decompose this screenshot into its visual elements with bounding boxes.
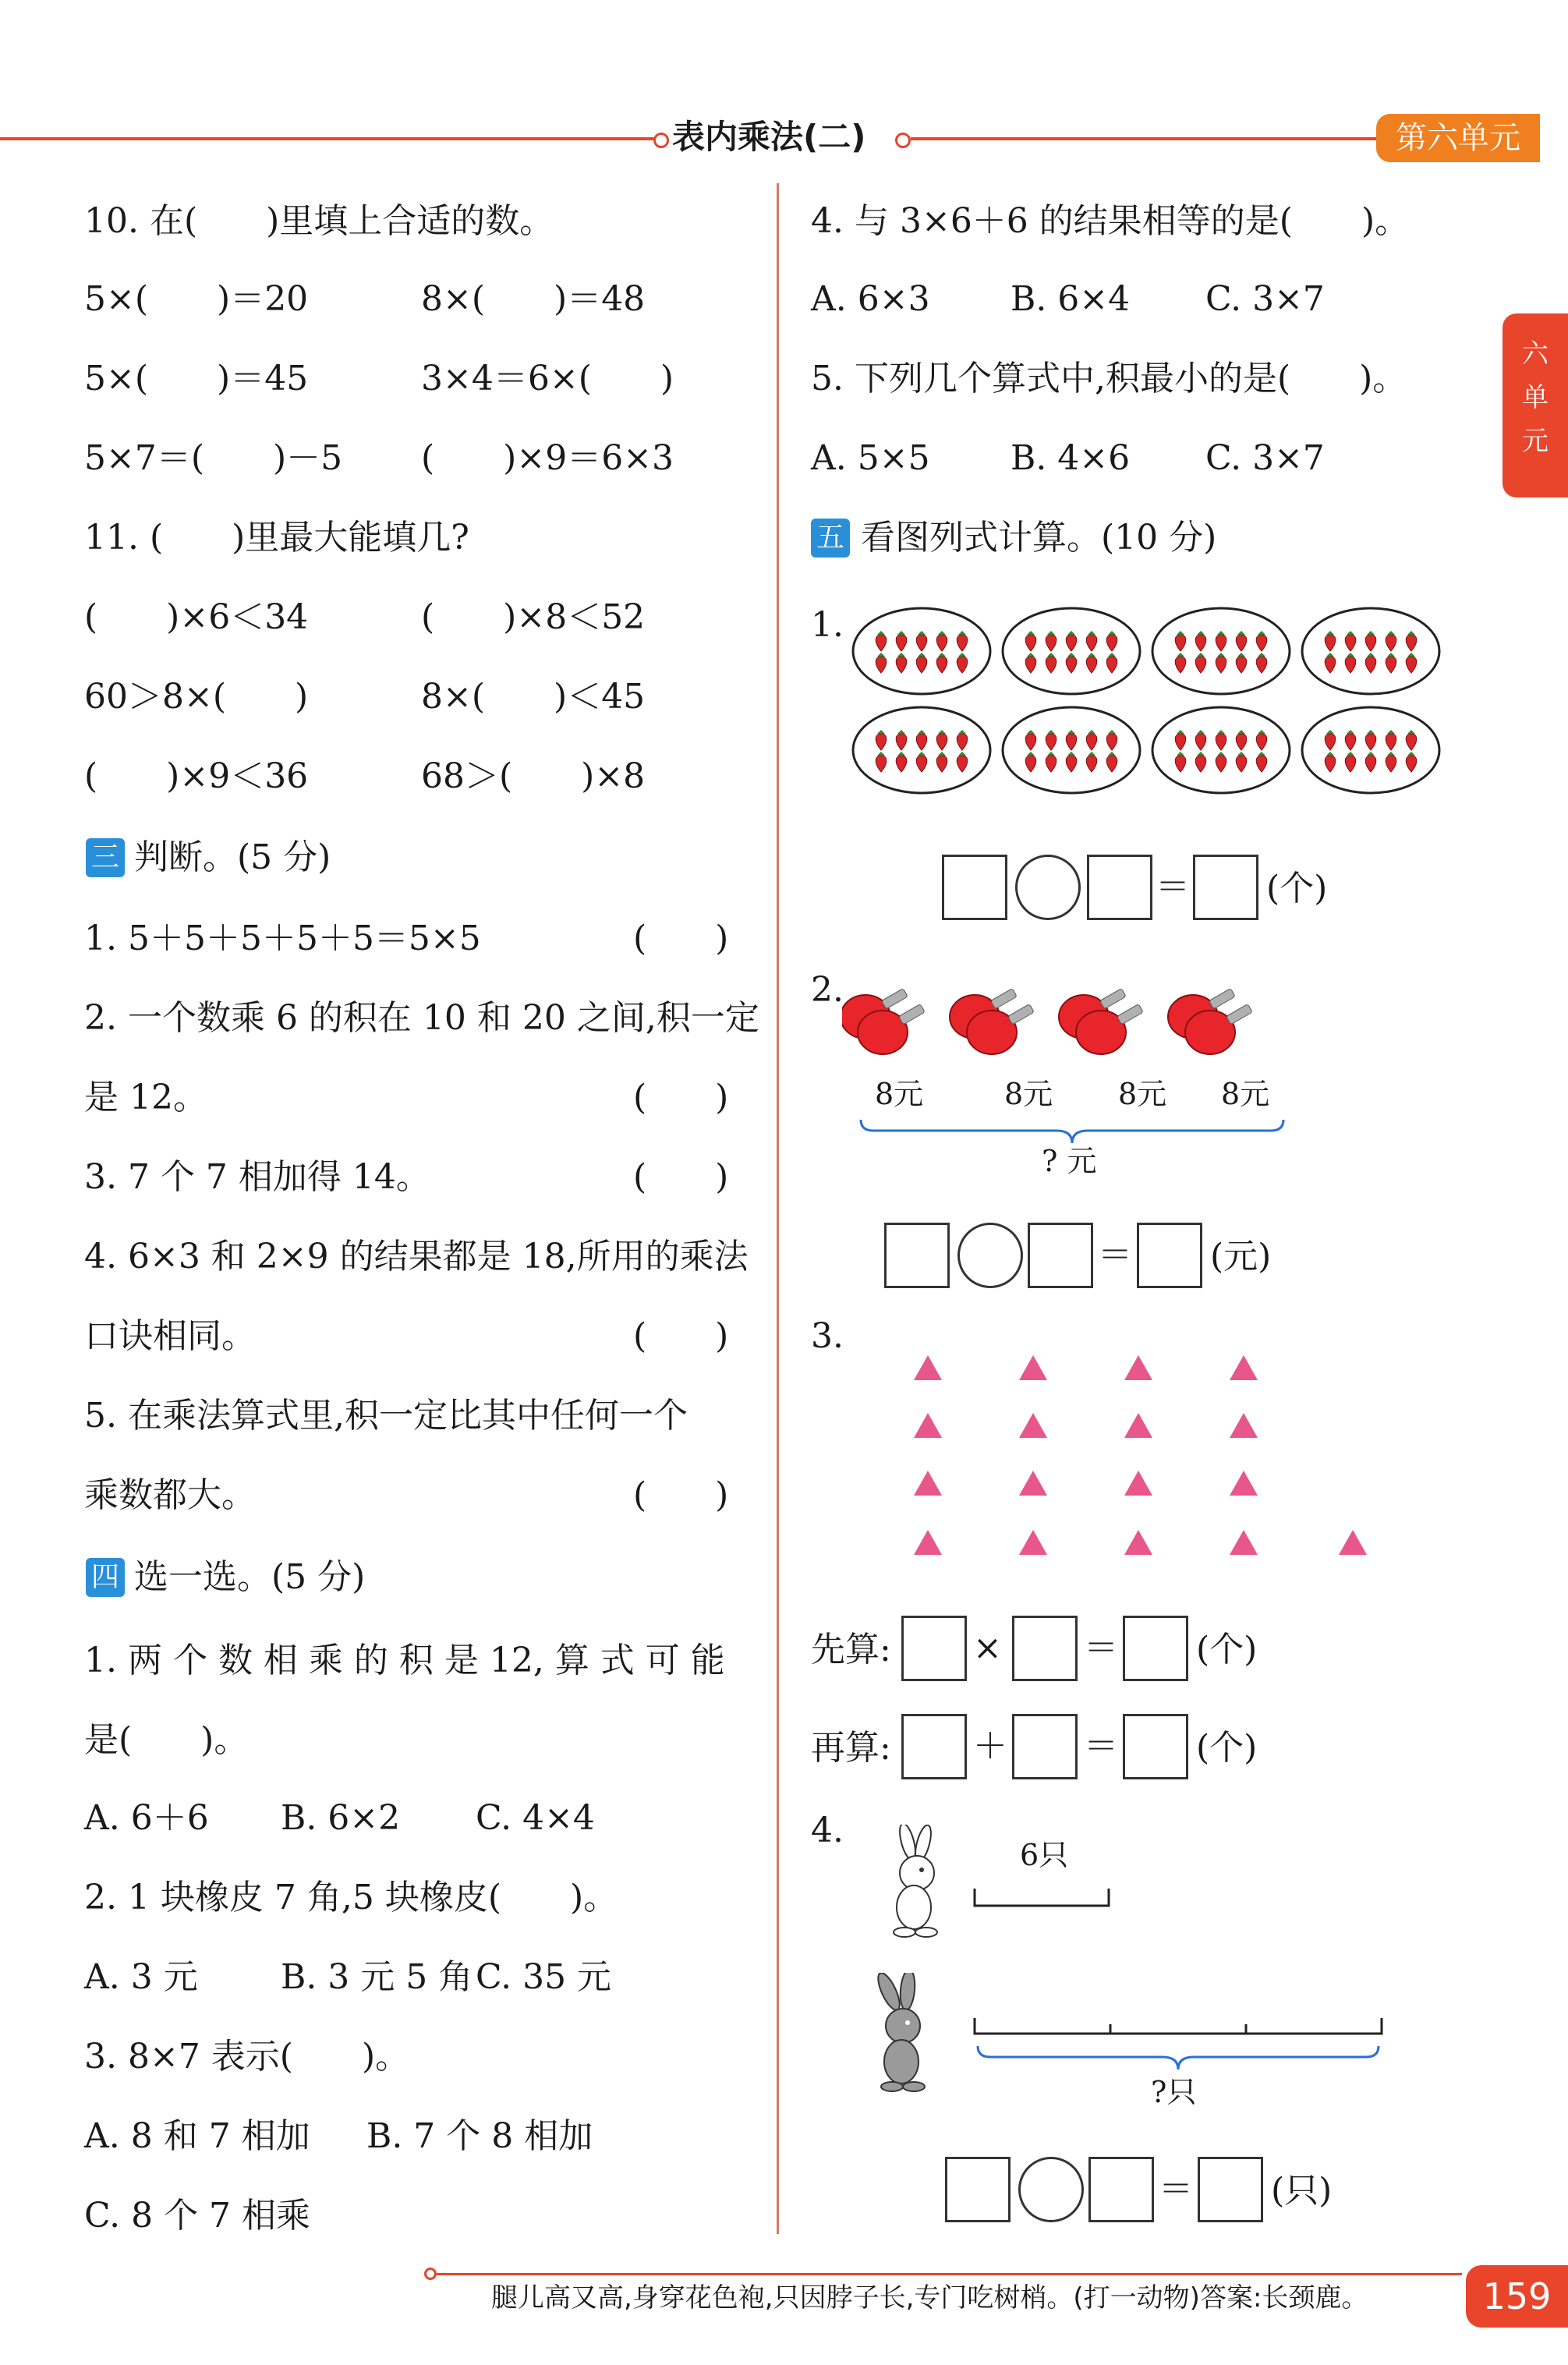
answer-box[interactable] [1198, 2157, 1263, 2222]
equals-sign: ＝ [1098, 1235, 1132, 1275]
price-label: 8元 [875, 1077, 924, 1111]
strawberry-plate [853, 707, 990, 793]
price-label: 8元 [1221, 1077, 1270, 1111]
known-length-label: 6只 [1020, 1838, 1069, 1872]
strawberry-plate [1152, 608, 1290, 694]
judge-line: 是 12。 [84, 1078, 207, 1117]
column-divider [777, 183, 779, 2234]
equals-sign: ＝ [1159, 2169, 1193, 2209]
strawberry-plate [1003, 608, 1140, 694]
choice-q4-title: 4. 与 3×6＋6 的结果相等的是( )。 [811, 201, 1410, 241]
choice-option[interactable]: B. 7 个 8 相加 [366, 2116, 593, 2156]
white-rabbit-icon [873, 1825, 959, 1942]
q10-item: 5×( )＝20 [84, 279, 309, 319]
ping-pong-paddles-figure [842, 984, 1294, 1078]
judge-line: 2. 一个数乘 6 的积在 10 和 20 之间,积一定 [84, 998, 759, 1038]
choice-option[interactable]: B. 3 元 5 角 [281, 1957, 473, 1997]
problem-number: 4. [811, 1811, 844, 1850]
choice-q2-title: 2. 1 块橡皮 7 角,5 块橡皮( )。 [84, 1878, 618, 1917]
answer-box[interactable] [1123, 1616, 1188, 1681]
judge-line: 4. 6×3 和 2×9 的结果都是 18,所用的乘法 [84, 1237, 749, 1276]
side-tab-char: 单 [1522, 382, 1549, 413]
choice-option[interactable]: B. 6×2 [281, 1798, 401, 1838]
answer-box[interactable] [901, 1714, 967, 1779]
footer-dot [424, 2268, 437, 2280]
strawberry-plate [1302, 707, 1439, 793]
choice-option[interactable]: A. 8 和 7 相加 [84, 2116, 310, 2156]
unit-label: (个) [1196, 1630, 1258, 1669]
choice-option[interactable]: A. 6×3 [811, 279, 930, 319]
answer-box[interactable] [1193, 855, 1258, 920]
short-segment [972, 1885, 1112, 1909]
side-tab [1503, 313, 1568, 497]
choice-q1-line2: 是( )。 [84, 1720, 249, 1760]
q10-item: 5×7＝( )－5 [84, 438, 343, 478]
answer-box[interactable] [1087, 855, 1152, 920]
answer-box[interactable] [1012, 1616, 1078, 1681]
answer-box[interactable] [901, 1616, 967, 1681]
first-step-label: 先算: [811, 1630, 891, 1669]
triangles-figure [904, 1346, 1388, 1564]
judge-paren[interactable]: ( ) [633, 1157, 729, 1197]
plus-sign: ＋ [973, 1726, 1007, 1766]
choice-option[interactable]: B. 4×6 [1011, 438, 1131, 478]
q11-item: 60＞8×( ) [84, 677, 309, 717]
unit-tab: 第六单元 [1376, 114, 1540, 162]
operator-circle[interactable] [957, 1223, 1023, 1288]
choice-option[interactable]: A. 6＋6 [84, 1798, 209, 1838]
choice-option[interactable]: C. 8 个 7 相乘 [84, 2196, 311, 2236]
strawberry-plate [1152, 707, 1290, 793]
section-badge-5: 五 [811, 519, 850, 558]
choice-option[interactable]: A. 5×5 [811, 438, 930, 478]
price-label: 8元 [1004, 1077, 1053, 1111]
section-badge-3: 三 [86, 838, 125, 877]
judge-line: 3. 7 个 7 相加得 14。 [84, 1157, 430, 1197]
choice-q5-title: 5. 下列几个算式中,积最小的是( )。 [811, 359, 1407, 398]
q10-item: 3×4＝6×( ) [421, 359, 674, 398]
answer-box[interactable] [1012, 1714, 1078, 1779]
unit-label: (个) [1266, 869, 1328, 908]
strawberry-plate [1302, 608, 1439, 694]
operator-circle[interactable] [1018, 2157, 1084, 2222]
header-line-left [0, 137, 655, 140]
q11-item: 8×( )＜45 [421, 677, 646, 717]
choice-option[interactable]: C. 3×7 [1205, 279, 1325, 319]
judge-paren[interactable]: ( ) [633, 1475, 729, 1515]
answer-box[interactable] [1137, 1223, 1202, 1288]
equals-sign: ＝ [1084, 1726, 1118, 1766]
choice-option[interactable]: A. 3 元 [84, 1957, 198, 1997]
second-step-label: 再算: [811, 1728, 891, 1768]
choice-option[interactable]: C. 35 元 [476, 1957, 612, 1997]
header-line-right [911, 137, 1379, 140]
question-label: ? 元 [1042, 1144, 1097, 1178]
answer-box[interactable] [1028, 1223, 1093, 1288]
q11-item: ( )×8＜52 [421, 597, 646, 637]
answer-box[interactable] [945, 2157, 1011, 2222]
page-title: 表内乘法(二) [672, 118, 866, 156]
q10-item: 8×( )＝48 [421, 279, 646, 319]
side-tab-char: 六 [1522, 338, 1549, 370]
side-tab-char: 元 [1522, 426, 1549, 457]
choice-option[interactable]: B. 6×4 [1011, 279, 1131, 319]
strawberry-plates-figure [846, 600, 1446, 803]
gray-rabbit-icon [858, 1973, 951, 2098]
judge-line: 口诀相同。 [84, 1316, 256, 1356]
times-sign: × [973, 1628, 1002, 1668]
choice-option[interactable]: C. 3×7 [1205, 438, 1325, 478]
judge-paren[interactable]: ( ) [633, 1316, 729, 1356]
footer-line [437, 2273, 1462, 2275]
q11-item: 68＞( )×8 [421, 756, 646, 796]
answer-box[interactable] [884, 1223, 950, 1288]
long-segment [972, 2013, 1385, 2076]
price-label: 8元 [1118, 1077, 1167, 1111]
q10-item: 5×( )＝45 [84, 359, 309, 398]
choice-option[interactable]: C. 4×4 [476, 1798, 595, 1838]
q11-item: ( )×9＜36 [84, 756, 309, 796]
header-dot-left [653, 133, 669, 148]
unit-label: (只) [1271, 2171, 1333, 2211]
q11-item: ( )×6＜34 [84, 597, 309, 637]
section-title-4: 选一选。(5 分) [134, 1557, 366, 1597]
equals-sign: ＝ [1156, 867, 1190, 907]
strawberry-plate [853, 608, 990, 694]
q10-title: 10. 在( )里填上合适的数。 [84, 201, 554, 241]
section-title-3: 判断。(5 分) [134, 837, 331, 877]
problem-number: 3. [811, 1316, 844, 1356]
problem-number: 2. [811, 970, 844, 1010]
choice-q1-line1: 1. 两 个 数 相 乘 的 积 是 12, 算 式 可 能 [84, 1641, 725, 1680]
q11-title: 11. ( )里最大能填几? [84, 518, 469, 558]
page-number: 159 [1466, 2265, 1568, 2328]
unit-label: (元) [1210, 1237, 1272, 1276]
judge-line: 乘数都大。 [84, 1475, 256, 1515]
answer-box[interactable] [942, 855, 1007, 920]
operator-circle[interactable] [1015, 855, 1081, 920]
brace-bottom [858, 1117, 1287, 1148]
strawberry-plate [1003, 707, 1140, 793]
footer-riddle: 腿儿高又高,身穿花色袍,只因脖子长,专门吃树梢。(打一动物)答案:长颈鹿。 [491, 2282, 1368, 2314]
judge-line: 1. 5＋5＋5＋5＋5＝5×5 [84, 919, 481, 958]
equals-sign: ＝ [1084, 1628, 1118, 1668]
answer-box[interactable] [1088, 2157, 1154, 2222]
section-badge-4: 四 [86, 1558, 125, 1597]
section-title-5: 看图列式计算。(10 分) [861, 518, 1217, 558]
problem-number: 1. [811, 605, 844, 645]
answer-box[interactable] [1123, 1714, 1188, 1779]
judge-paren[interactable]: ( ) [633, 1078, 729, 1117]
choice-q3-title: 3. 8×7 表示( )。 [84, 2037, 410, 2076]
question-label: ?只 [1151, 2075, 1197, 2109]
judge-paren[interactable]: ( ) [633, 919, 729, 958]
unit-label: (个) [1196, 1728, 1258, 1768]
header-dot-right [895, 133, 911, 148]
judge-line: 5. 在乘法算式里,积一定比其中任何一个 [84, 1396, 688, 1436]
q10-item: ( )×9＝6×3 [421, 438, 674, 478]
